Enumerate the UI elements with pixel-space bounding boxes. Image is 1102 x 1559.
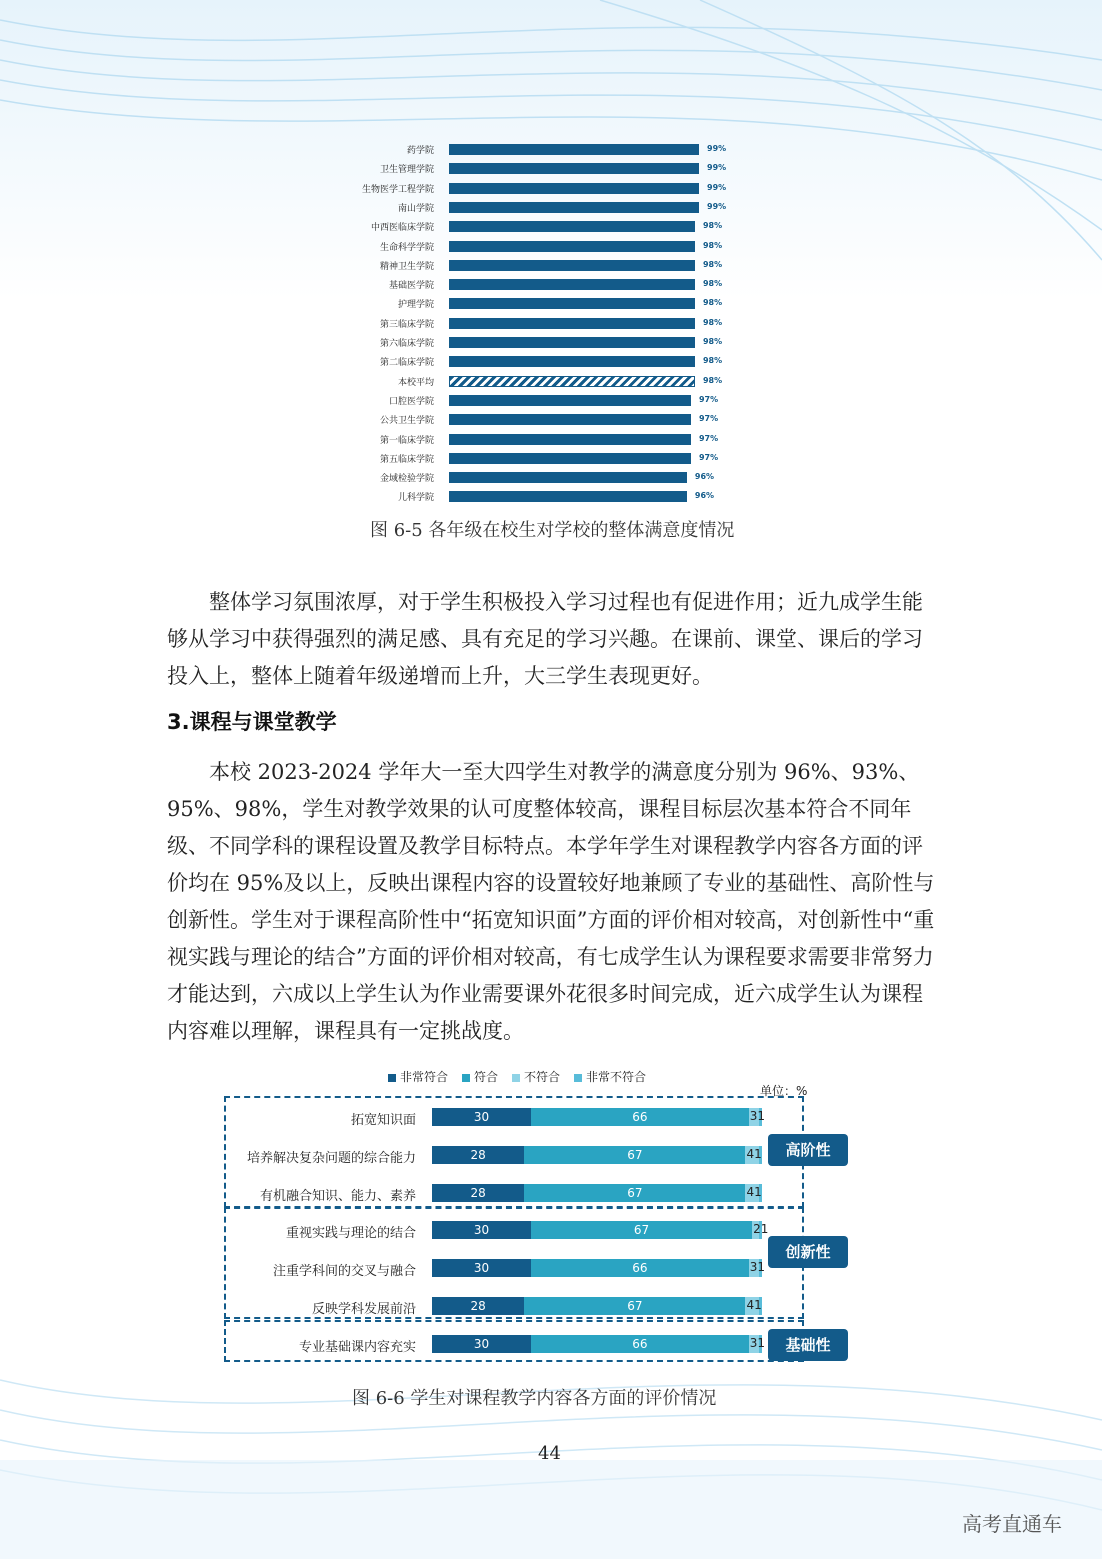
bar-value-label: 98% xyxy=(702,240,723,250)
stacked-bar-row xyxy=(220,1219,860,1241)
paragraph-text: 整体学习氛围浓厚，对于学生积极投入学习过程也有促进作用；近九成学生能够从学习中获得强烈的满足感、具有充足的学习兴趣。在课前、课堂、课后的学习投入上，整体上随着年级递增而上升，大三学生表现更好。 xyxy=(167,590,923,688)
paragraph-course-teaching xyxy=(167,754,937,1050)
bar-value-label: 99% xyxy=(707,201,727,211)
legend-swatch xyxy=(512,1074,520,1082)
bar-category-label: 金域检验学院 xyxy=(379,474,434,485)
stacked-bar xyxy=(432,1108,762,1126)
section-heading: 3.课程与课堂教学 xyxy=(167,710,337,734)
bar xyxy=(449,241,695,252)
bar xyxy=(449,337,695,348)
bar-value-label: 98% xyxy=(702,279,723,289)
bar-row xyxy=(330,159,750,178)
bar-row xyxy=(330,179,750,198)
small-segment-label: 21 xyxy=(753,1222,769,1236)
bar-value-label: 98% xyxy=(702,375,723,385)
stacked-bar-row xyxy=(220,1144,860,1166)
stacked-bar xyxy=(432,1259,762,1277)
bar-value-label: 99% xyxy=(707,163,727,173)
bar-value-label: 97% xyxy=(698,452,719,462)
bar-segment: 67 xyxy=(531,1221,752,1239)
small-segment-label: 41 xyxy=(746,1298,762,1312)
bar-row xyxy=(330,410,750,429)
bar-category-label: 卫生管理学院 xyxy=(379,165,434,176)
category-label: 拓宽知识面 xyxy=(350,1113,416,1128)
category-label: 专业基础课内容充实 xyxy=(298,1340,416,1355)
bar-row xyxy=(330,256,750,275)
bar xyxy=(449,144,699,155)
bar xyxy=(449,376,695,387)
bar-segment: 28 xyxy=(432,1297,524,1315)
bar-category-label: 第六临床学院 xyxy=(379,339,434,349)
bar-value-label: 98% xyxy=(702,298,723,308)
stacked-bar-row xyxy=(220,1295,860,1317)
bar-category-label: 中西医临床学院 xyxy=(370,223,434,234)
bar-segment: 66 xyxy=(531,1259,749,1277)
bar xyxy=(449,414,691,425)
small-segment-label: 31 xyxy=(749,1109,766,1123)
legend-swatch xyxy=(574,1074,582,1082)
bar-category-label: 公共卫生学院 xyxy=(379,416,434,427)
satisfaction-bar-chart xyxy=(330,140,750,505)
page-number: 44 xyxy=(538,1443,561,1464)
bar-value-label: 98% xyxy=(702,259,723,269)
bar-category-label: 第二临床学院 xyxy=(379,358,434,369)
bar-segment: 66 xyxy=(531,1108,749,1126)
bar-category-label: 基础医学院 xyxy=(388,281,434,292)
bar xyxy=(449,298,695,309)
bar xyxy=(449,260,695,271)
bar-value-label: 99% xyxy=(707,144,727,153)
small-segment-label: 31 xyxy=(749,1336,766,1350)
legend-swatch xyxy=(388,1074,396,1082)
bar-row xyxy=(330,275,750,294)
bar-category-label: 第一临床学院 xyxy=(379,435,434,446)
stacked-bar-row xyxy=(220,1333,860,1355)
bar-category-label: 精神卫生学院 xyxy=(379,261,434,272)
bar-value-label: 97% xyxy=(698,433,719,443)
stacked-bar-row xyxy=(220,1182,860,1204)
paragraph-text: 本校 2023-2024 学年大一至大四学生对教学的满意度分别为 96%、93%、95%、98%，学生对教学效果的认可度整体较高，课程目标层次基本符合不同年级、不同学科的课程设置及教学目标特点。本学年学生对课程教学内容各方面的评价均在 95%及以上，反映出课程内容的设置较好地兼顾了专业的基础性、高阶性与创新性。学生对于课程高阶性中“拓宽知识面”方面的评价相对较高，对创新性中“重视实践与理论的结合”方面的评价相对较高，有七成学生认为课程要求需要非常努力才能达到，六成以上学生认为作业需要课外花很多时间完成，近六成学生认为课程内容难以理解，课程具有一定挑战度。 xyxy=(167,760,935,1043)
bar-row xyxy=(330,391,750,410)
legend-label: 非常符合 xyxy=(400,1070,449,1084)
category-label: 重视实践与理论的结合 xyxy=(285,1226,416,1241)
bar-value-label: 98% xyxy=(702,337,723,346)
bar-segment: 66 xyxy=(531,1335,749,1353)
bar-row xyxy=(330,372,750,391)
bar-value-label: 97% xyxy=(698,394,719,404)
watermark-text: 高考直通车 xyxy=(962,1512,1062,1536)
bar-value-label: 98% xyxy=(702,221,723,231)
bar-value-label: 99% xyxy=(707,182,727,192)
bar-category-label: 第三临床学院 xyxy=(379,319,434,330)
bar xyxy=(449,318,695,329)
group-tag: 创新性 xyxy=(768,1236,848,1268)
stacked-bar-row xyxy=(220,1106,860,1128)
legend-label: 符合 xyxy=(474,1070,499,1084)
legend-item xyxy=(388,1068,448,1085)
bar-row xyxy=(330,487,750,506)
bar-value-label: 98% xyxy=(702,356,723,366)
stacked-bar-row xyxy=(220,1257,860,1279)
bar-category-label: 生命科学学院 xyxy=(379,242,434,253)
bar-segment: 30 xyxy=(432,1108,531,1126)
bar-category-label: 生物医学工程学院 xyxy=(361,184,434,195)
bar-segment: 30 xyxy=(432,1259,531,1277)
bar-row xyxy=(330,333,750,352)
small-segment-label: 31 xyxy=(749,1260,766,1274)
bar-category-label: 儿科学院 xyxy=(397,493,434,504)
category-label: 注重学科间的交叉与融合 xyxy=(272,1264,416,1279)
bar-category-label: 第五临床学院 xyxy=(379,454,434,465)
chart-legend xyxy=(388,1068,660,1085)
bar-segment: 28 xyxy=(432,1146,524,1164)
bar-row xyxy=(330,468,750,487)
bar-value-label: 96% xyxy=(694,491,715,501)
bar-category-label: 药学院 xyxy=(406,146,434,156)
bar-category-label: 本校平均 xyxy=(397,377,434,388)
bar-row xyxy=(330,449,750,468)
bar xyxy=(449,183,699,194)
legend-item xyxy=(574,1068,646,1085)
category-label: 有机融合知识、能力、素养 xyxy=(259,1189,416,1204)
bar-row xyxy=(330,237,750,256)
bar-segment: 30 xyxy=(432,1221,531,1239)
figure-6-5-caption: 图 6-5 各年级在校生对学校的整体满意度情况 xyxy=(370,520,735,541)
bar-value-label: 98% xyxy=(702,317,723,327)
bar-row xyxy=(330,430,750,449)
group-tag: 基础性 xyxy=(768,1329,848,1361)
group-tag: 高阶性 xyxy=(768,1134,848,1166)
bar-row xyxy=(330,314,750,333)
bar-category-label: 口腔医学院 xyxy=(388,396,434,407)
bar-category-label: 南山学院 xyxy=(397,203,434,214)
course-evaluation-stacked-chart xyxy=(220,1064,860,1374)
stacked-bar xyxy=(432,1297,762,1315)
bar-row xyxy=(330,217,750,236)
bar-value-label: 97% xyxy=(698,414,719,424)
stacked-bar xyxy=(432,1146,762,1164)
unit-label: 单位：% xyxy=(760,1084,808,1098)
bar xyxy=(449,491,687,502)
bar xyxy=(449,356,695,367)
paragraph-learning-atmosphere xyxy=(167,584,937,695)
bar xyxy=(449,202,699,213)
bar-row xyxy=(330,294,750,313)
legend-swatch xyxy=(462,1074,470,1082)
bar xyxy=(449,395,691,406)
bar xyxy=(449,434,691,445)
category-label: 反映学科发展前沿 xyxy=(311,1302,416,1317)
bar-segment: 28 xyxy=(432,1184,524,1202)
legend-item xyxy=(462,1068,498,1085)
bar-value-label: 96% xyxy=(694,472,715,482)
bar xyxy=(449,221,695,232)
legend-label: 不符合 xyxy=(524,1070,561,1084)
bar xyxy=(449,453,691,464)
small-segment-label: 41 xyxy=(746,1185,762,1199)
bar-segment: 67 xyxy=(524,1297,745,1315)
bar xyxy=(449,472,687,483)
legend-label: 非常不符合 xyxy=(586,1070,647,1084)
category-label: 培养解决复杂问题的综合能力 xyxy=(246,1151,416,1166)
bar-segment: 30 xyxy=(432,1335,531,1353)
figure-6-6-caption: 图 6-6 学生对课程教学内容各方面的评价情况 xyxy=(352,1388,717,1409)
legend-item xyxy=(512,1068,560,1085)
stacked-bar xyxy=(432,1335,762,1353)
bar-category-label: 护理学院 xyxy=(397,300,434,311)
bar-row xyxy=(330,198,750,217)
bar-row xyxy=(330,352,750,371)
bar-segment: 67 xyxy=(524,1146,745,1164)
bar-row xyxy=(330,140,750,159)
bar-segment: 67 xyxy=(524,1184,745,1202)
small-segment-label: 41 xyxy=(746,1147,762,1161)
bar xyxy=(449,163,699,174)
bar xyxy=(449,279,695,290)
stacked-bar xyxy=(432,1184,762,1202)
stacked-bar xyxy=(432,1221,762,1239)
